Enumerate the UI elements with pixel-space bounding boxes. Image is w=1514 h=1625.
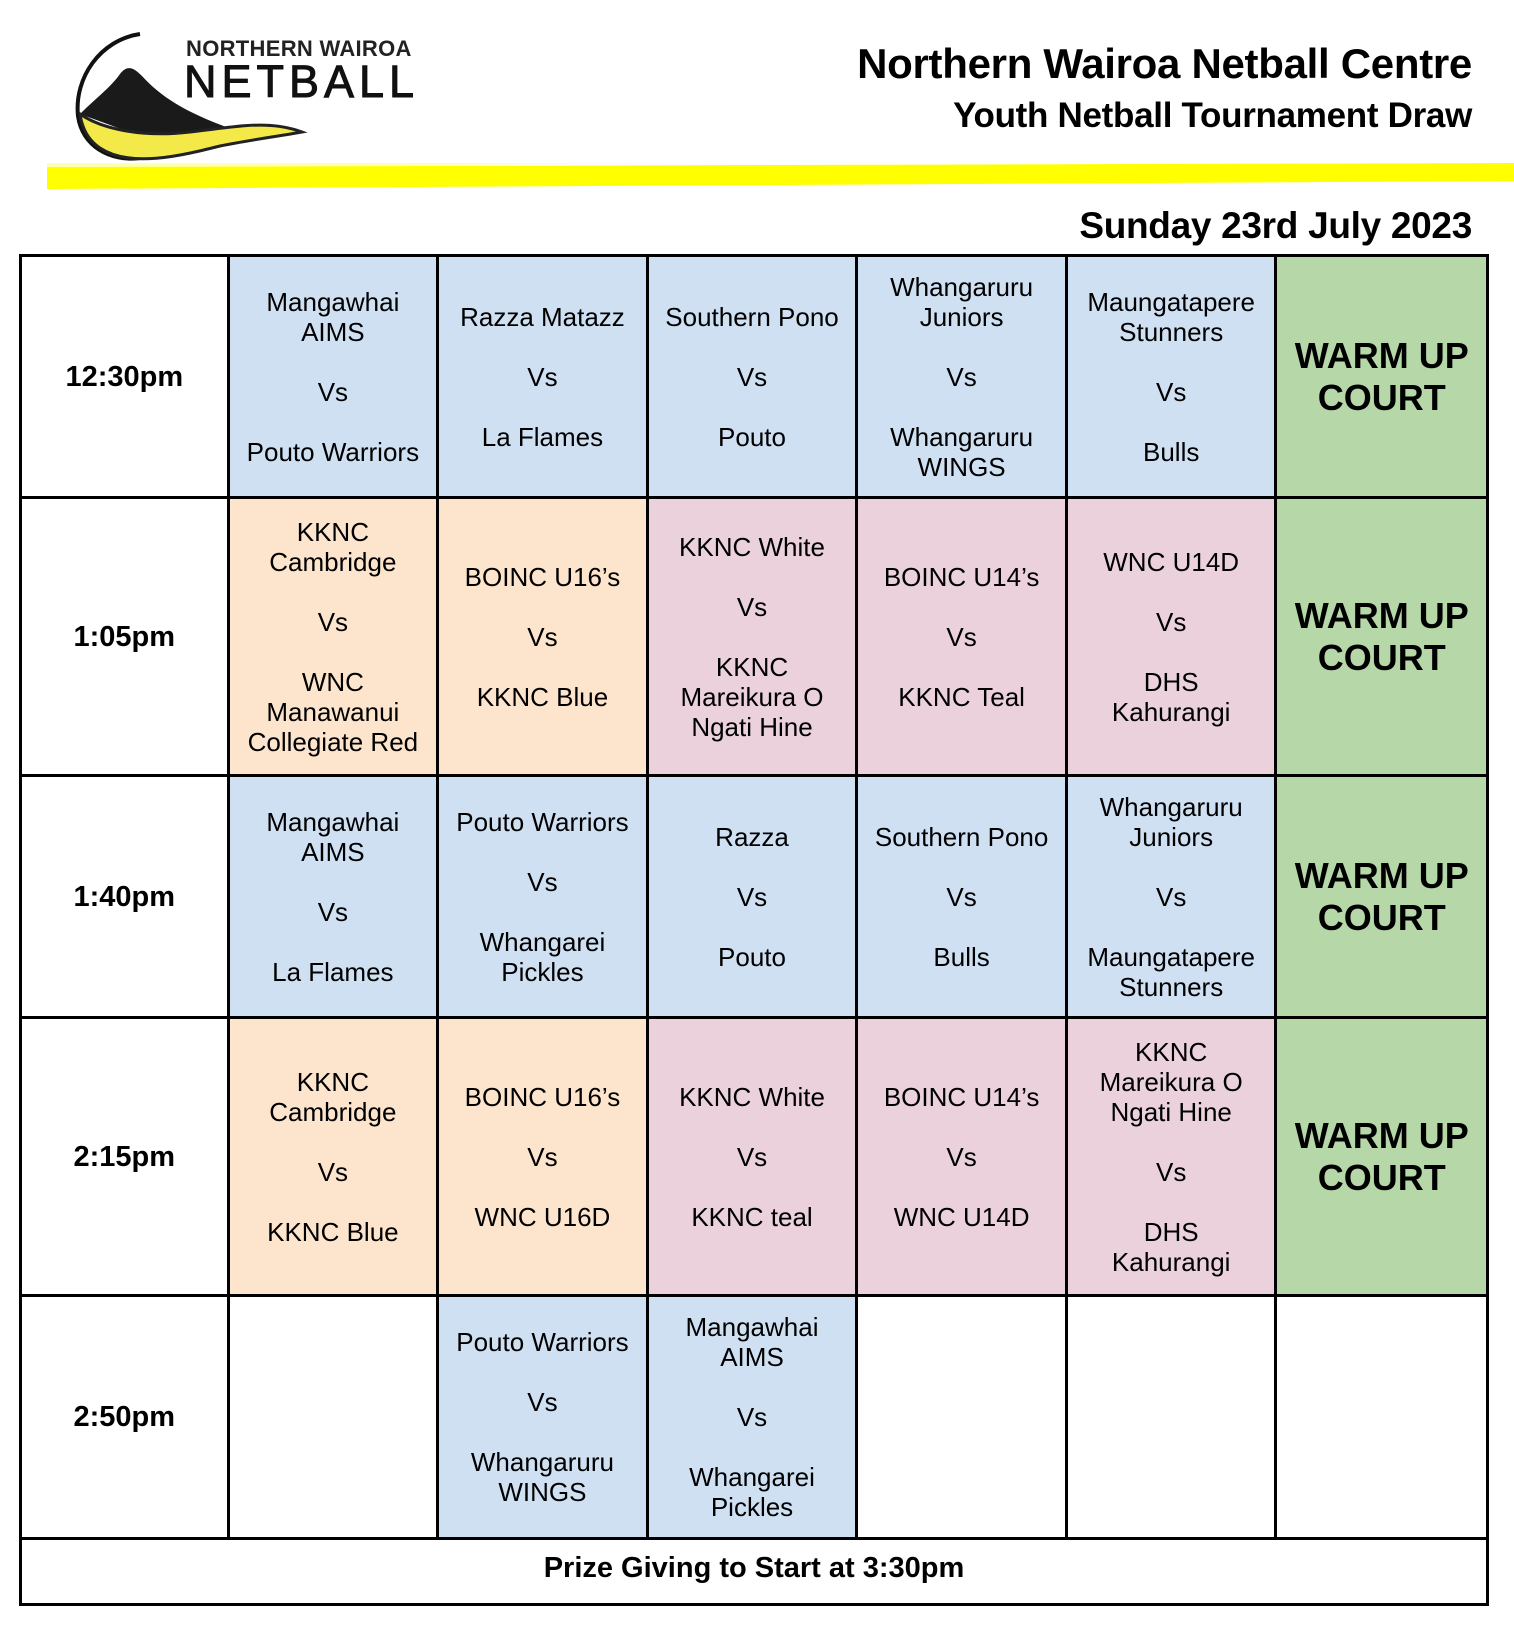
home-team: KKNC White bbox=[679, 1081, 825, 1112]
match-cell bbox=[439, 499, 649, 777]
vs-label: Vs bbox=[946, 621, 977, 652]
home-team: WNC U14D bbox=[1103, 546, 1240, 577]
match-cell bbox=[858, 1019, 1068, 1297]
table-row bbox=[22, 257, 1486, 499]
vs-label: Vs bbox=[317, 1156, 349, 1187]
logo-text-northern-wairoa: NORTHERN WAIROA bbox=[186, 36, 412, 61]
vs-label: Vs bbox=[946, 881, 977, 912]
logo-text-netball: NETBALL bbox=[184, 56, 420, 107]
match-cell bbox=[649, 777, 859, 1019]
prize-giving-note: Prize Giving to Start at 3:30pm bbox=[543, 1552, 965, 1584]
away-team: KKNC Mareikura O Ngati Hine bbox=[680, 651, 824, 742]
vs-label: Vs bbox=[1156, 606, 1187, 637]
match-cell bbox=[858, 257, 1068, 499]
away-team: La Flames bbox=[481, 421, 604, 452]
home-team: BOINC U14’s bbox=[883, 561, 1040, 592]
warm-up-court-cell bbox=[1277, 777, 1486, 1019]
time-slot: 2:15pm bbox=[22, 1019, 230, 1297]
court-label: COURT bbox=[1317, 376, 1446, 418]
away-team: Bulls bbox=[933, 941, 990, 972]
court-label: COURT bbox=[1317, 636, 1446, 678]
vs-label: Vs bbox=[527, 1387, 558, 1417]
away-team: DHS Kahurangi bbox=[1111, 666, 1231, 727]
warm-up-label: WARM UP bbox=[1294, 1114, 1469, 1156]
match-cell bbox=[858, 777, 1068, 1019]
table-row bbox=[22, 1297, 1486, 1540]
home-team: BOINC U16’s bbox=[464, 1081, 621, 1112]
match-cell bbox=[230, 777, 440, 1019]
match-cell bbox=[230, 257, 440, 499]
home-team: Whangaruru Juniors bbox=[1099, 791, 1243, 852]
vs-label: Vs bbox=[1156, 881, 1187, 912]
match-cell bbox=[649, 1019, 859, 1297]
away-team: Maungatapere Stunners bbox=[1087, 941, 1256, 1002]
away-team: Pouto Warriors bbox=[246, 436, 420, 467]
home-team: Mangawhai AIMS bbox=[266, 286, 400, 347]
away-team: Pouto bbox=[718, 421, 786, 452]
match-cell bbox=[439, 257, 649, 499]
draw-table bbox=[19, 254, 1489, 1606]
home-team: Southern Pono bbox=[874, 821, 1049, 852]
court-label: COURT bbox=[1317, 1156, 1446, 1198]
time-slot: 2:50pm bbox=[22, 1297, 230, 1540]
home-team: Pouto Warriors bbox=[456, 806, 629, 837]
vs-label: Vs bbox=[736, 1402, 768, 1432]
empty-cell bbox=[230, 1297, 440, 1540]
page-title: Northern Wairoa Netball Centre bbox=[857, 40, 1472, 87]
warm-up-court-cell bbox=[1277, 257, 1486, 499]
away-team: KKNC Teal bbox=[898, 681, 1025, 712]
away-team: La Flames bbox=[272, 956, 394, 987]
match-cell bbox=[1068, 499, 1278, 777]
warm-up-label: WARM UP bbox=[1294, 334, 1469, 376]
vs-label: Vs bbox=[946, 361, 977, 392]
away-team: KKNC Blue bbox=[267, 1216, 399, 1247]
match-cell bbox=[858, 499, 1068, 777]
home-team: Razza Matazz bbox=[460, 301, 625, 332]
vs-label: Vs bbox=[736, 361, 768, 392]
court-label: COURT bbox=[1317, 896, 1446, 938]
home-team: Razza bbox=[715, 821, 789, 852]
home-team: Mangawhai AIMS bbox=[685, 1312, 819, 1372]
vs-label: Vs bbox=[946, 1141, 977, 1172]
match-cell bbox=[230, 499, 440, 777]
warm-up-court-cell bbox=[1277, 1019, 1486, 1297]
match-cell bbox=[1068, 257, 1278, 499]
vs-label: Vs bbox=[317, 376, 349, 407]
match-cell bbox=[649, 257, 859, 499]
match-cell bbox=[1068, 1019, 1278, 1297]
away-team: WNC Manawanui Collegiate Red bbox=[247, 666, 419, 757]
match-cell bbox=[649, 499, 859, 777]
vs-label: Vs bbox=[736, 881, 768, 912]
home-team: Mangawhai AIMS bbox=[266, 806, 400, 867]
match-cell bbox=[439, 777, 649, 1019]
warm-up-label: WARM UP bbox=[1294, 594, 1469, 636]
table-row bbox=[22, 777, 1486, 1019]
match-cell bbox=[439, 1297, 649, 1540]
home-team: Southern Pono bbox=[665, 301, 839, 332]
vs-label: Vs bbox=[527, 621, 558, 652]
home-team: KKNC Mareikura O Ngati Hine bbox=[1099, 1036, 1243, 1127]
table-row bbox=[22, 1019, 1486, 1297]
home-team: Maungatapere Stunners bbox=[1087, 286, 1256, 347]
match-cell bbox=[1068, 777, 1278, 1019]
match-cell bbox=[230, 1019, 440, 1297]
page-subtitle: Youth Netball Tournament Draw bbox=[953, 96, 1472, 135]
vs-label: Vs bbox=[317, 606, 349, 637]
away-team: Whangarei Pickles bbox=[479, 926, 606, 987]
away-team: Whangaruru WINGS bbox=[890, 421, 1034, 482]
vs-label: Vs bbox=[527, 866, 558, 897]
home-team: BOINC U16’s bbox=[464, 561, 621, 592]
yellow-divider-bar bbox=[47, 163, 1514, 189]
away-team: KKNC teal bbox=[691, 1201, 813, 1232]
away-team: Whangaruru WINGS bbox=[470, 1447, 614, 1507]
event-date: Sunday 23rd July 2023 bbox=[1079, 205, 1472, 246]
vs-label: Vs bbox=[1156, 1156, 1187, 1187]
time-slot: 1:40pm bbox=[22, 777, 230, 1019]
empty-cell bbox=[858, 1297, 1068, 1540]
vs-label: Vs bbox=[1156, 376, 1187, 407]
vs-label: Vs bbox=[527, 361, 558, 392]
vs-label: Vs bbox=[736, 1141, 768, 1172]
home-team: KKNC Cambridge bbox=[269, 516, 397, 577]
away-team: Pouto bbox=[718, 941, 786, 972]
empty-cell bbox=[1068, 1297, 1278, 1540]
time-slot: 12:30pm bbox=[22, 257, 230, 499]
away-team: WNC U14D bbox=[893, 1201, 1030, 1232]
home-team: Whangaruru Juniors bbox=[890, 271, 1034, 332]
away-team: Bulls bbox=[1143, 436, 1200, 467]
time-slot: 1:05pm bbox=[22, 499, 230, 777]
match-cell bbox=[649, 1297, 859, 1540]
warm-up-label: WARM UP bbox=[1294, 854, 1469, 896]
table-row bbox=[22, 499, 1486, 777]
away-team: Whangarei Pickles bbox=[689, 1462, 815, 1522]
away-team: DHS Kahurangi bbox=[1111, 1216, 1231, 1277]
vs-label: Vs bbox=[527, 1141, 558, 1172]
home-team: Pouto Warriors bbox=[456, 1327, 629, 1357]
empty-cell bbox=[1277, 1297, 1486, 1540]
northern-wairoa-netball-logo bbox=[70, 28, 430, 168]
away-team: KKNC Blue bbox=[476, 681, 609, 712]
home-team: KKNC White bbox=[679, 531, 825, 562]
vs-label: Vs bbox=[736, 591, 768, 622]
match-cell bbox=[439, 1019, 649, 1297]
away-team: WNC U16D bbox=[474, 1201, 611, 1232]
vs-label: Vs bbox=[317, 896, 349, 927]
warm-up-court-cell bbox=[1277, 499, 1486, 777]
home-team: BOINC U14’s bbox=[883, 1081, 1040, 1112]
home-team: KKNC Cambridge bbox=[269, 1066, 397, 1127]
